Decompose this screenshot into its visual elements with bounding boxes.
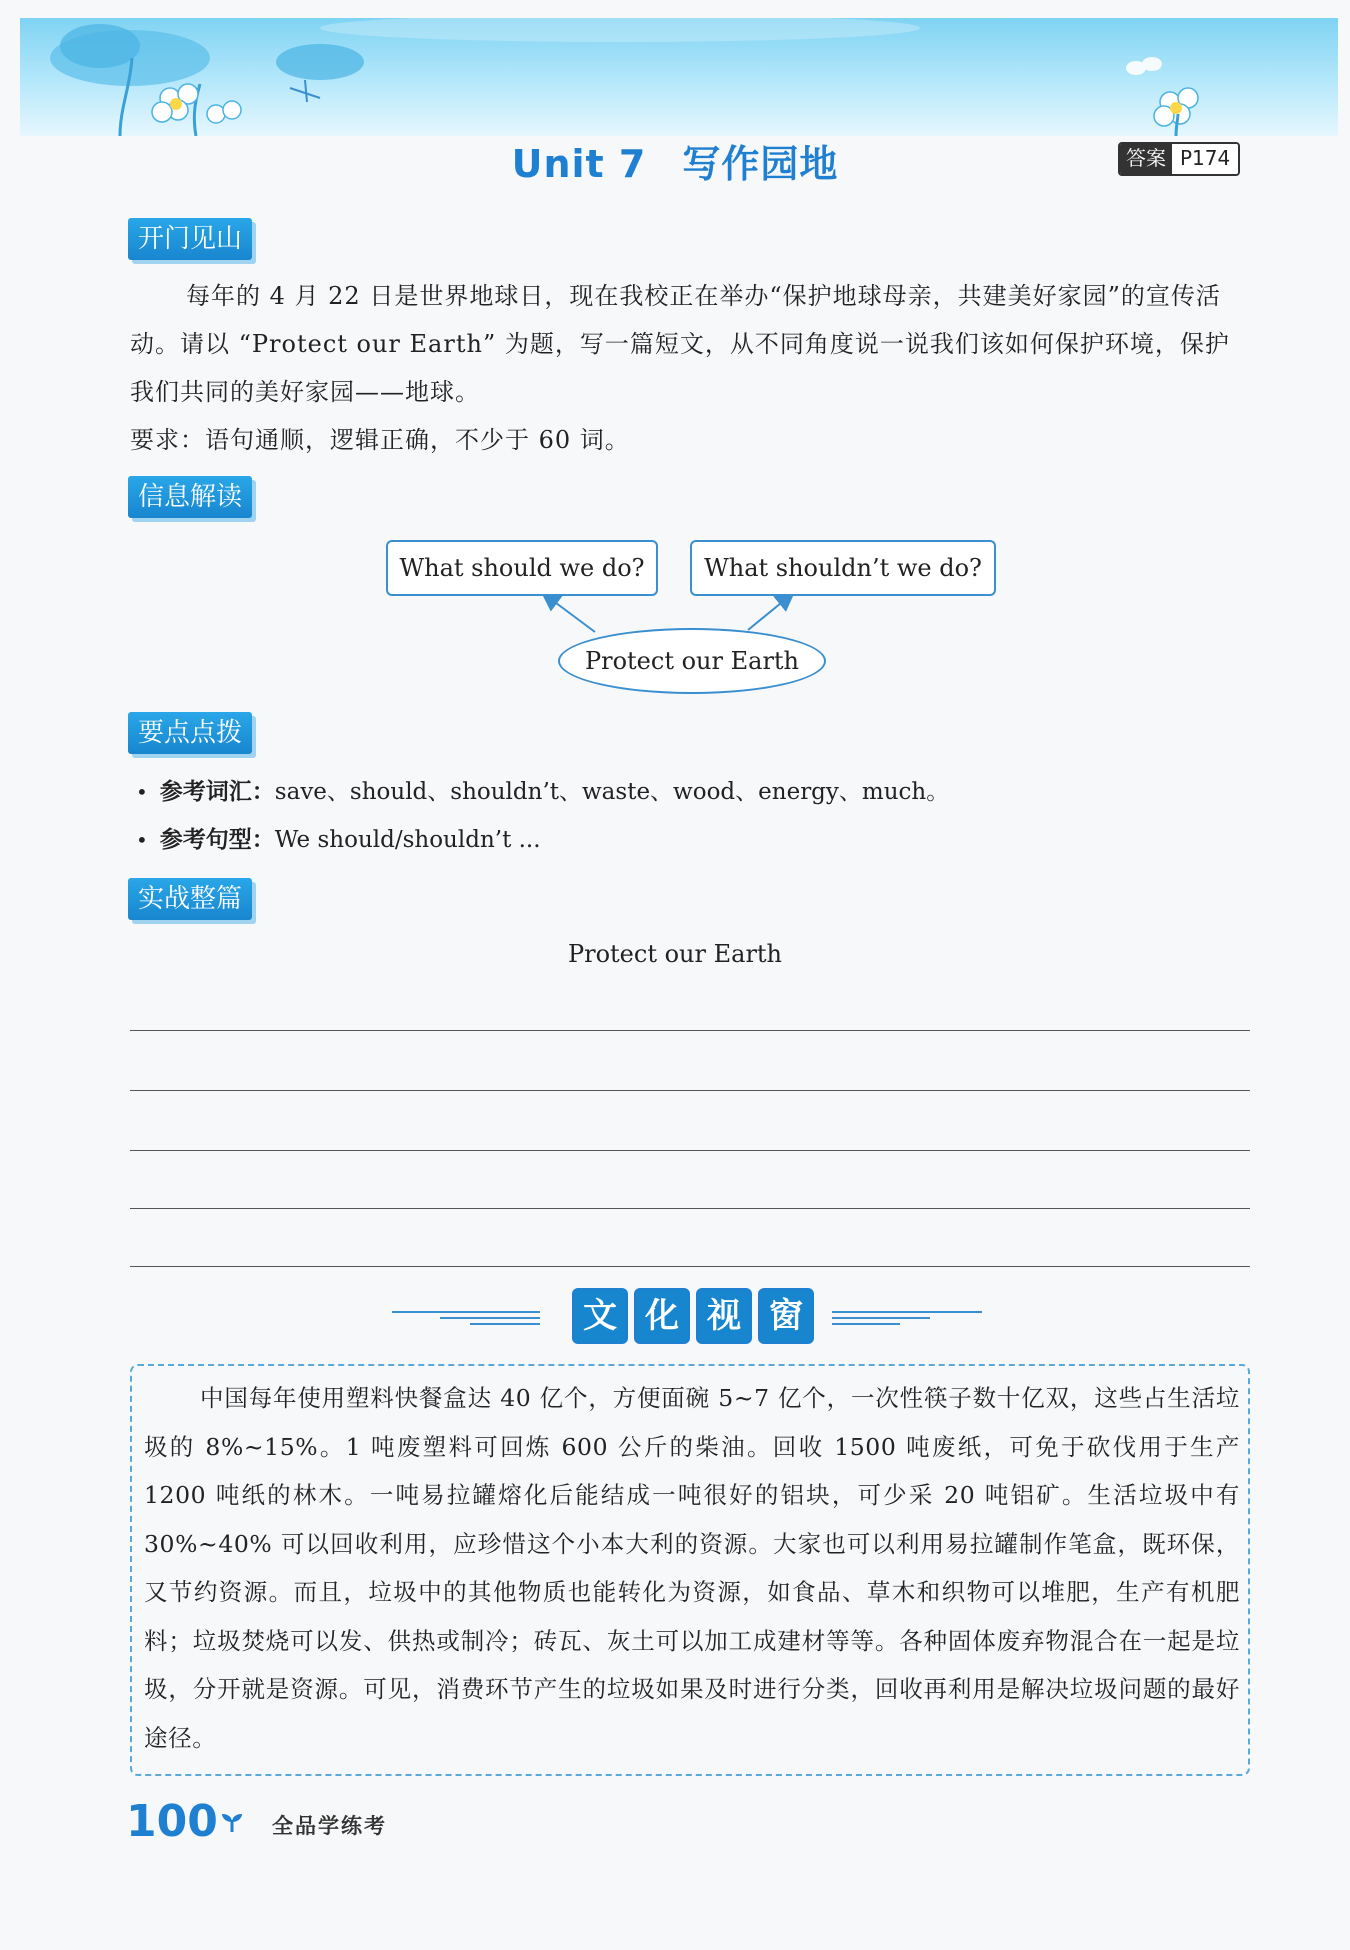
writing-line[interactable]: [130, 1266, 1250, 1267]
answer-label: 答案: [1120, 144, 1172, 174]
culture-title-char: 文: [572, 1288, 628, 1344]
section-tag-open: 开门见山: [128, 218, 252, 260]
sprout-icon: [220, 1810, 244, 1834]
page-number: 100: [126, 1796, 218, 1847]
tip-vocab-key: 参考词汇：: [159, 779, 275, 805]
section-tag-tips: 要点点拨: [128, 712, 252, 754]
writing-line[interactable]: [130, 1030, 1250, 1031]
unit-title-cn: 写作园地: [682, 142, 839, 186]
arrow-to-shouldnt: [748, 594, 792, 630]
bullet-icon: •: [136, 780, 148, 804]
writing-line[interactable]: [130, 1150, 1250, 1151]
mindmap-box-should: What should we do?: [386, 540, 658, 596]
prompt-paragraph: 每年的 4 月 22 日是世界地球日，现在我校正在举办“保护地球母亲，共建美好家园”的宣传活动。请以 “Protect our Earth” 为题，写一篇短文，从不同角度说一说我们该如何保护环境，保护我们共同的美好家园——地球。: [130, 282, 1230, 406]
culture-title-char: 化: [634, 1288, 690, 1344]
writing-line[interactable]: [130, 1208, 1250, 1209]
tip-pattern: [136, 820, 541, 860]
unit-number: Unit 7: [511, 142, 647, 186]
section-tag-info: 信息解读: [128, 476, 252, 518]
culture-title-char: 窗: [758, 1288, 814, 1344]
culture-title-char: 视: [696, 1288, 752, 1344]
culture-header: [0, 1288, 1350, 1344]
arrow-to-should: [544, 594, 595, 632]
brand-name: 全品学练考: [272, 1814, 387, 1838]
culture-title: [572, 1288, 814, 1344]
writing-line[interactable]: [130, 1090, 1250, 1091]
tip-pattern-key: 参考句型：: [159, 827, 275, 853]
prompt-requirement: 要求：语句通顺，逻辑正确，不少于 60 词。: [130, 426, 630, 454]
culture-text: 中国每年使用塑料快餐盒达 40 亿个，方便面碗 5~7 亿个，一次性筷子数十亿双，这些占生活垃圾的 8%~15%。1 吨废塑料可回炼 600 公斤的柴油。回收 1500 吨废纸，可免于砍伐用于生产 1200 吨纸的林木。一吨易拉罐熔化后能结成一吨很好的铝块，可少采 20 吨铝矿。生活垃圾中有 30%~40% 可以回收利用，应珍惜这个小本大利的资源。大家也可以利用易拉罐制作笔盒，既环保，又节约资源。而且，垃圾中的其他物质也能转化为资源，如食品、草木和织物可以堆肥，生产有机肥料；垃圾焚烧可以发、供热或制冷；砖瓦、灰土可以加工成建材等等。各种固体废弃物混合在一起是垃圾，分开就是资源。可见，消费环节产生的垃圾如果及时进行分类，回收再利用是解决垃圾问题的最好途径。: [144, 1384, 1240, 1752]
tip-vocab-value: save、should、shouldn’t、waste、wood、energy、much。: [274, 779, 950, 805]
tip-vocab: [136, 772, 949, 812]
answer-page-ref: P174: [1172, 144, 1238, 174]
bullet-icon: •: [136, 828, 148, 852]
tip-pattern-value: We should/shouldn’t ...: [274, 827, 541, 853]
section-tag-practice: 实战整篇: [128, 878, 252, 920]
mindmap-box-shouldnt: What shouldn’t we do?: [690, 540, 996, 596]
essay-title: Protect our Earth: [567, 940, 783, 968]
mindmap-center-ellipse: Protect our Earth: [558, 628, 826, 694]
